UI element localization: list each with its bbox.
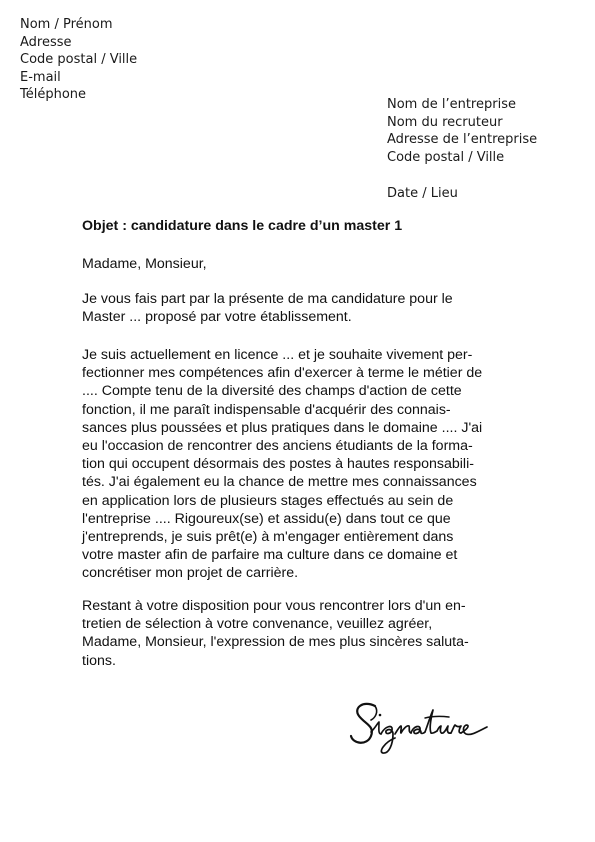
paragraph-line: Madame, Monsieur, l'expression de mes plus sincères saluta- [82, 634, 469, 651]
recipient-postal-city: Code postal / Ville [387, 149, 505, 165]
handwritten-signature-icon [345, 698, 495, 760]
paragraph-line: Je suis actuellement en licence ... et je souhaite vivement per- [82, 347, 473, 363]
paragraph-line: Master ... proposé par votre établissement. [82, 309, 352, 326]
paragraph-line: tretien de sélection à votre convenance, veuillez agréer, [82, 616, 433, 633]
letter-paragraph [82, 290, 453, 326]
paragraph-line: tés. J'ai également eu la chance de mettre mes connaissances [82, 474, 477, 491]
paragraph-line: tion qui occupent désormais des postes à hautes responsabili- [82, 456, 474, 473]
paragraph-line: sances plus poussées et plus pratiques dans le domaine .... J'ai [82, 419, 483, 436]
paragraph-line: tions. [82, 652, 116, 669]
date-place: Date / Lieu [387, 186, 458, 201]
sender-phone: Téléphone [20, 87, 87, 103]
letter-subject: Objet : candidature dans le cadre d’un master 1 [82, 218, 403, 234]
letter-paragraph [82, 346, 482, 583]
paragraph-line: j'entreprends, je suis prêt(e) à m'engager entièrement dans [82, 529, 454, 546]
paragraph-line: Je vous fais part par la présente de ma candidature pour le [82, 291, 453, 307]
sender-name: Nom / Prénom [20, 17, 113, 32]
recipient-recruiter: Nom du recruteur [387, 114, 503, 130]
paragraph-line: l'entreprise .... Rigoureux(se) et assidu(e) dans tout ce que [82, 510, 451, 527]
sender-postal-city: Code postal / Ville [20, 52, 138, 68]
sender-block [20, 16, 137, 104]
recipient-address: Adresse de l’entreprise [387, 132, 538, 148]
letter-paragraph [82, 597, 469, 670]
sender-email: E-mail [20, 69, 61, 85]
signature-drawing [345, 698, 495, 760]
paragraph-line: en application lors de plusieurs stages effectués au sein de [82, 492, 454, 509]
paragraph-line: fonction, il me paraît indispensable d'acquérir des connais- [82, 401, 451, 418]
recipient-block [387, 96, 537, 166]
paragraph-line: concrétiser mon projet de carrière. [82, 565, 299, 582]
letter-salutation: Madame, Monsieur, [82, 256, 207, 272]
paragraph-line: votre master afin de parfaire ma culture dans ce domaine et [82, 547, 458, 564]
sender-address: Adresse [20, 34, 72, 50]
paragraph-line: Restant à votre disposition pour vous rencontrer lors d'un en- [82, 598, 466, 614]
paragraph-line: eu l'occasion de rencontrer des anciens étudiants de la forma- [82, 438, 473, 455]
paragraph-line: fectionner mes compétences afin d'exercer à terme le métier de [82, 365, 483, 382]
paragraph-line: .... Compte tenu de la diversité des champs d'action de cette [82, 383, 462, 400]
recipient-company: Nom de l’entreprise [387, 97, 516, 112]
